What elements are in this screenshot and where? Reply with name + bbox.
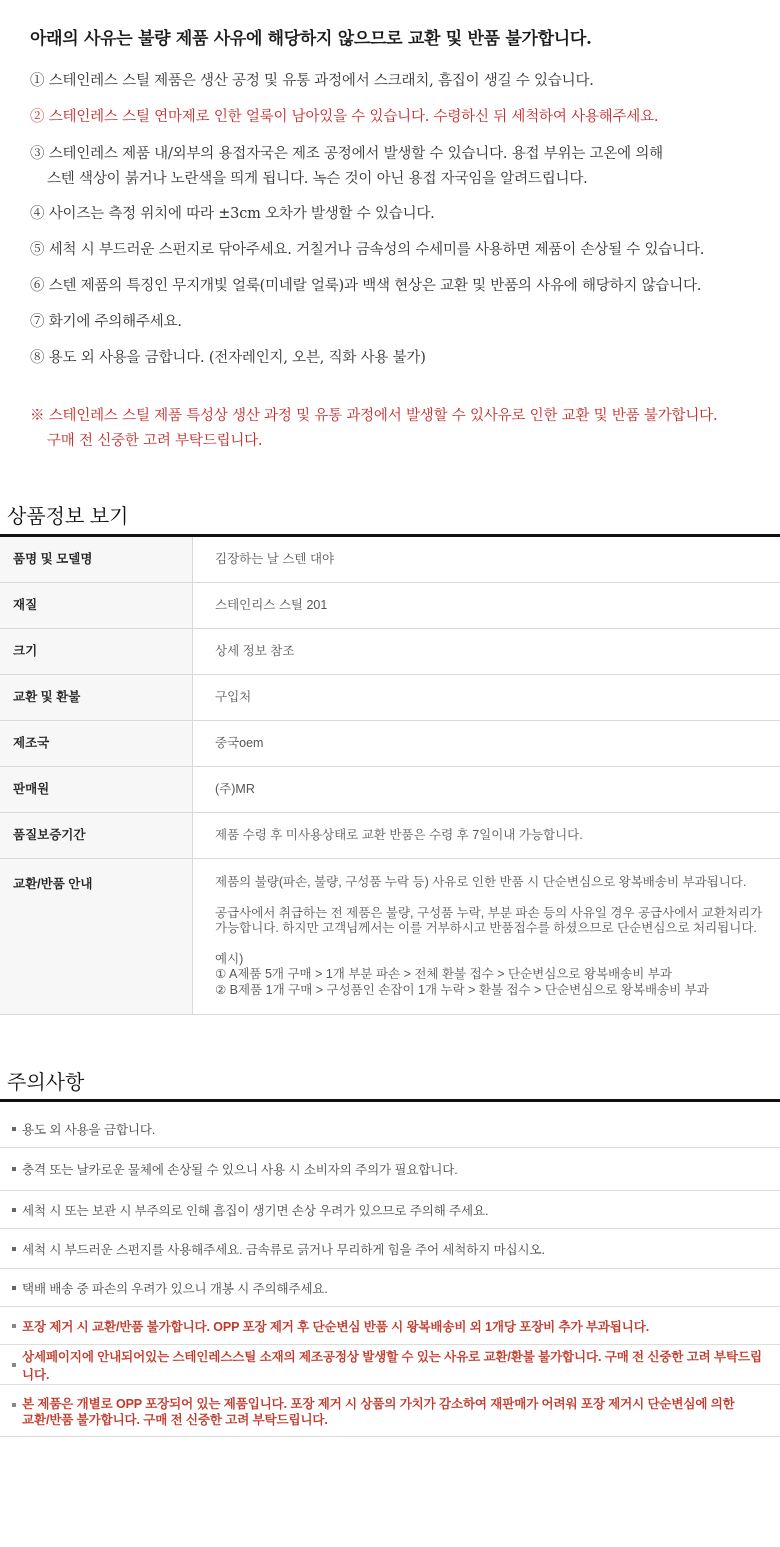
table-row	[0, 537, 780, 583]
return-guide-row	[0, 859, 780, 1015]
list-item: 상세페이지에 안내되어있는 스테인레스스틸 소재의 제조공정상 발생할 수 있는 사유로 교환/환불 불가합니다. 구매 전 신중한 고려 부탁드립니다.	[0, 1345, 780, 1385]
notice-item-1: ① 스테인레스 스틸 제품은 생산 공정 및 유통 과정에서 스크래치, 흠집이 생길 수 있습니다.	[30, 73, 594, 89]
table-row	[0, 675, 780, 721]
row-value: 구입처	[215, 690, 252, 704]
bullet-icon	[12, 1286, 16, 1290]
row-label: 크기	[0, 629, 193, 674]
row-value: 중국oem	[215, 736, 264, 750]
notice-item-2: ② 스테인레스 스틸 연마제로 인한 얼룩이 남아있을 수 있습니다. 수령하신 뒤 세척하여 사용해주세요.	[30, 109, 659, 125]
bullet-icon	[12, 1247, 16, 1251]
table-row	[0, 721, 780, 767]
row-label: 품명 및 모델명	[0, 537, 193, 582]
row-label: 판매원	[0, 767, 193, 812]
table-row	[0, 767, 780, 813]
bullet-icon	[12, 1167, 16, 1171]
list-item: 세척 시 부드러운 스펀지를 사용해주세요. 금속류로 긁거나 무리하게 힘을 주어 세척하지 마십시오.	[0, 1229, 780, 1269]
notice-item-3: ③ 스테인레스 제품 내/외부의 용접자국은 제조 공정에서 발생할 수 있습니다. 용접 부위는 고온에 의해 스텐 색상이 붉거나 노란색을 띄게 됩니다. 녹슨 것이 아닌 용접 자국임을 알려드립니다.	[30, 146, 663, 187]
list-item: 본 제품은 개별로 OPP 포장되어 있는 제품입니다. 포장 제거 시 상품의 가치가 감소하여 재판매가 어려워 포장 제거시 단순변심에 의한 교환/반품 불가합니다. 구매 전 신중한 고려 부탁드립니다.	[0, 1385, 780, 1437]
list-item: 용도 외 사용을 금합니다.	[0, 1110, 780, 1148]
table-row	[0, 629, 780, 675]
row-value: 제품 수령 후 미사용상태로 교환 반품은 수령 후 7일이내 가능합니다.	[215, 828, 583, 842]
row-value: 상세 정보 참조	[215, 644, 295, 658]
bullet-icon	[12, 1363, 16, 1367]
list-item: 충격 또는 날카로운 물체에 손상될 수 있으니 사용 시 소비자의 주의가 필요합니다.	[0, 1148, 780, 1191]
notice-item-8: ⑧ 용도 외 사용을 금합니다. (전자레인지, 오븐, 직화 사용 불가)	[30, 350, 426, 366]
list-item: 택배 배송 중 파손의 우려가 있으니 개봉 시 주의해주세요.	[0, 1269, 780, 1307]
bullet-icon	[12, 1127, 16, 1131]
cautions-divider	[0, 1099, 780, 1102]
row-label: 재질	[0, 583, 193, 628]
return-guide-text	[193, 859, 780, 1014]
notice-warning: ※ 스테인레스 스틸 제품 특성상 생산 과정 및 유통 과정에서 발생할 수 있사유로 인한 교환 및 반품 불가합니다. 구매 전 신중한 고려 부탁드립니다.	[30, 408, 718, 449]
row-label: 제조국	[0, 721, 193, 766]
return-guide-paragraph: 제품의 불량(파손, 불량, 구성품 누락 등) 사유로 인한 반품 시 단순변심으로 왕복배송비 부과됩니다.	[215, 875, 747, 889]
return-guide-example: 예시) ① A제품 5개 구매 > 1개 부분 파손 > 전체 환불 접수 > 단순변심으로 왕복배송비 부과 ② B제품 1개 구매 > 구성품인 손잡이 1개 누락 > 환불 접수 > 단순변심으로 왕복배송비 부과	[215, 951, 709, 997]
bullet-icon	[12, 1403, 16, 1407]
notice-item-6: ⑥ 스텐 제품의 특징인 무지개빛 얼룩(미네랄 얼룩)과 백색 현상은 교환 및 반품의 사유에 해당하지 않습니다.	[30, 278, 702, 294]
product-info-title: 상품정보 보기	[7, 506, 129, 528]
row-value: 김장하는 날 스텐 대야	[215, 552, 335, 566]
row-value: 스테인리스 스틸 201	[215, 598, 328, 612]
return-guide-paragraph: 공급사에서 취급하는 전 제품은 불량, 구성품 누락, 부분 파손 등의 사유일 경우 공급사에서 교환처리가 가능합니다. 하지만 고객님께서는 이를 거부하시고 반품접수를 하셨으므로 단순변심으로 처리됩니다.	[215, 905, 763, 935]
list-item: 세척 시 또는 보관 시 부주의로 인해 흠집이 생기면 손상 우려가 있으므로 주의해 주세요.	[0, 1191, 780, 1229]
notice-item-4: ④ 사이즈는 측정 위치에 따라 ±3cm 오차가 발생할 수 있습니다.	[30, 206, 435, 222]
bullet-icon	[12, 1324, 16, 1328]
row-label: 교환 및 환불	[0, 675, 193, 720]
row-label: 품질보증기간	[0, 813, 193, 858]
notice-item-5: ⑤ 세척 시 부드러운 스펀지로 닦아주세요. 거칠거나 금속성의 수세미를 사용하면 제품이 손상될 수 있습니다.	[30, 242, 705, 258]
table-row	[0, 813, 780, 859]
caution-list	[0, 1110, 780, 1437]
row-value: (주)MR	[215, 782, 255, 796]
cautions-title: 주의사항	[7, 1072, 85, 1094]
row-label: 교환/반품 안내	[0, 859, 193, 1014]
defect-notice	[0, 0, 780, 480]
notice-heading: 아래의 사유는 불량 제품 사유에 해당하지 않으므로 교환 및 반품 불가합니다.	[30, 29, 592, 49]
list-item: 포장 제거 시 교환/반품 불가합니다. OPP 포장 제거 후 단순변심 반품 시 왕복배송비 외 1개당 포장비 추가 부과됩니다.	[0, 1307, 780, 1345]
notice-item-7: ⑦ 화기에 주의해주세요.	[30, 314, 182, 330]
bullet-icon	[12, 1208, 16, 1212]
table-row	[0, 583, 780, 629]
product-info-table	[0, 537, 780, 1015]
